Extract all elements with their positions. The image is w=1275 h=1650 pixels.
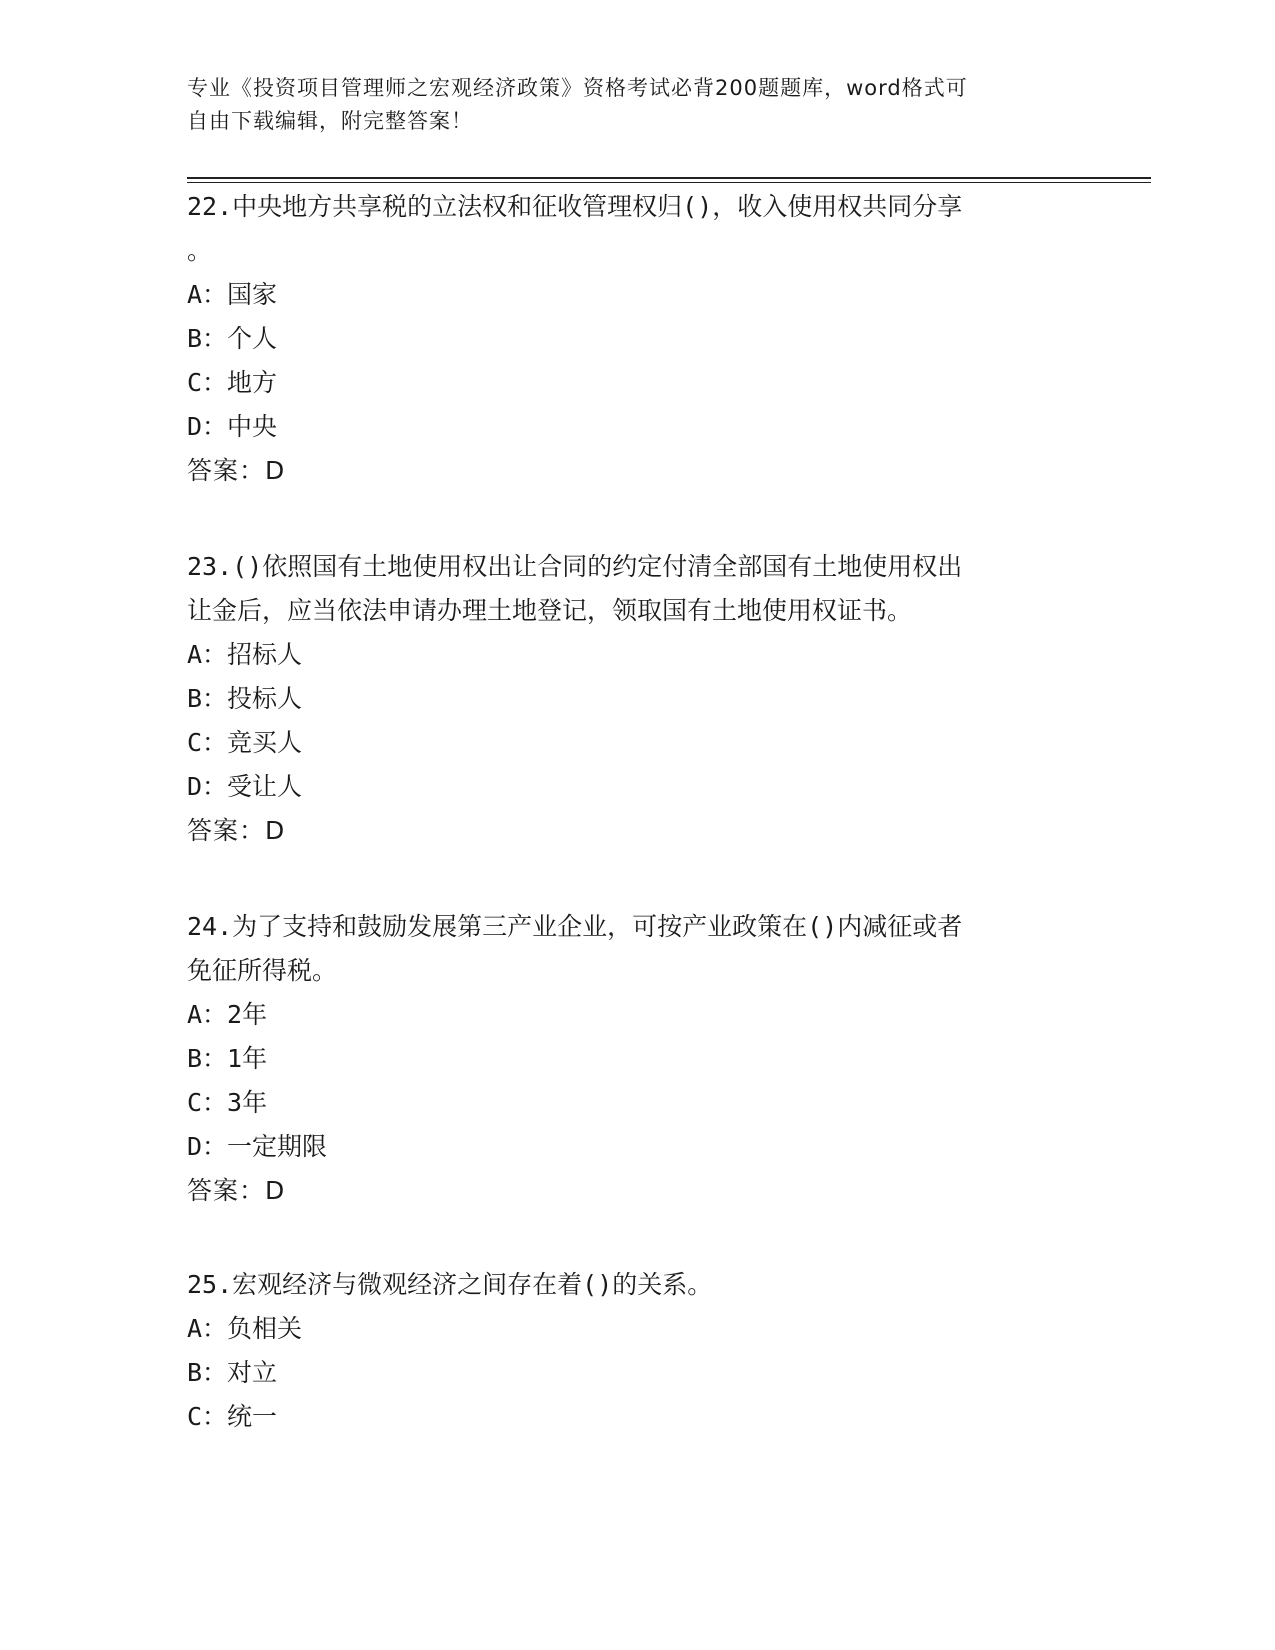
- question-24-option-d: D：一定期限: [187, 1132, 328, 1161]
- question-24-option-c: C：3年: [187, 1088, 268, 1117]
- question-25-option-b: B：对立: [187, 1358, 278, 1387]
- header-line-1: 专业《投资项目管理师之宏观经济政策》资格考试必背200题题库，word格式可: [187, 76, 968, 100]
- question-23-option-b: B：投标人: [187, 684, 303, 713]
- question-23-stem-line-1: 23.()依照国有土地使用权出让合同的约定付清全部国有土地使用权出: [187, 552, 963, 581]
- header-divider-bottom: [187, 182, 1151, 183]
- question-24-answer: 答案：D: [187, 1176, 286, 1205]
- question-23-option-d: D：受让人: [187, 772, 303, 801]
- question-23-option-c: C：竞买人: [187, 728, 303, 757]
- question-22-answer: 答案：D: [187, 456, 286, 485]
- question-24-stem-line-2: 免征所得税。: [187, 956, 338, 985]
- question-24-option-b: B：1年: [187, 1044, 268, 1073]
- question-22-option-c: C：地方: [187, 368, 278, 397]
- question-23-stem-line-2: 让金后，应当依法申请办理土地登记，领取国有土地使用权证书。: [187, 596, 913, 625]
- question-24-stem-line-1: 24.为了支持和鼓励发展第三产业企业，可按产业政策在()内减征或者: [187, 912, 963, 941]
- question-22-stem-line-1: 22.中央地方共享税的立法权和征收管理权归()，收入使用权共同分享: [187, 192, 963, 221]
- header-line-2: 自由下载编辑，附完整答案！: [187, 109, 473, 133]
- question-24-option-a: A：2年: [187, 1000, 268, 1029]
- question-22-option-b: B：个人: [187, 324, 278, 353]
- question-23-option-a: A：招标人: [187, 640, 303, 669]
- question-25-option-c: C：统一: [187, 1402, 278, 1431]
- question-23-answer: 答案：D: [187, 816, 286, 845]
- question-22-option-a: A：国家: [187, 280, 278, 309]
- document-header: [187, 72, 1067, 138]
- question-25-stem-line-1: 25.宏观经济与微观经济之间存在着()的关系。: [187, 1270, 713, 1299]
- header-divider-top: [187, 177, 1151, 179]
- question-22-option-d: D：中央: [187, 412, 278, 441]
- question-22-stem-line-2: 。: [187, 236, 213, 265]
- question-25-option-a: A：负相关: [187, 1314, 303, 1343]
